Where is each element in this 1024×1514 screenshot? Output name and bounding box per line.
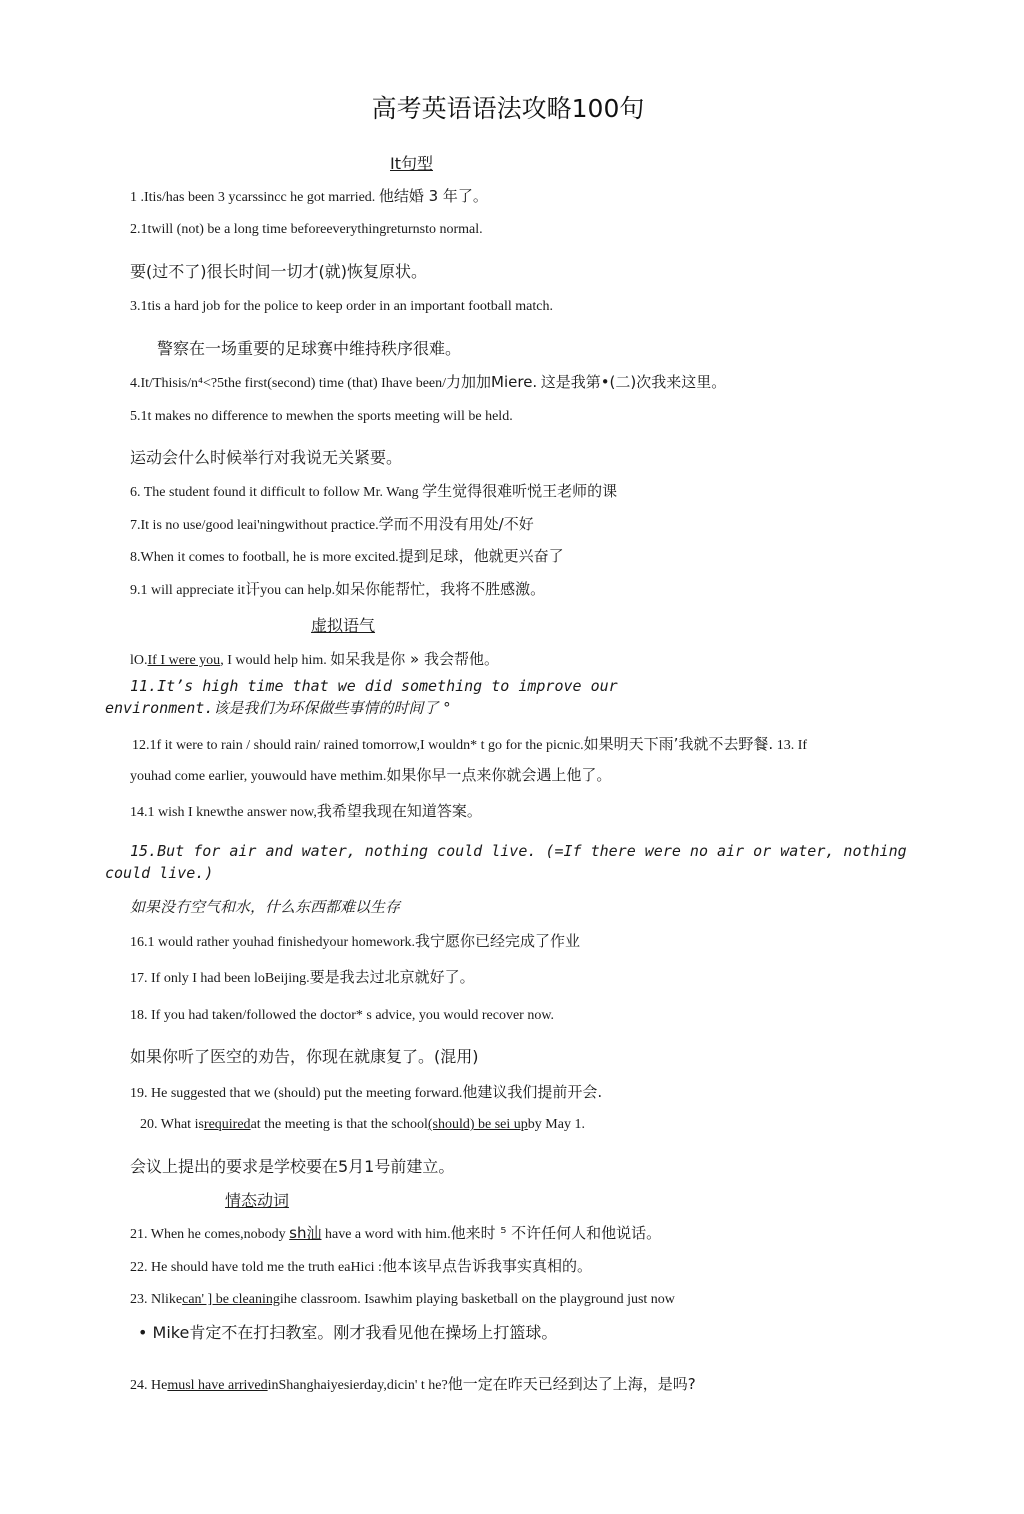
- sentence-8: [130, 547, 564, 567]
- sentence-4-mixed: 力加加Miere.: [446, 373, 538, 391]
- sentence-19: [130, 1083, 602, 1103]
- sentence-6-zh: 学生觉得很难听悦王老师的课: [422, 482, 618, 500]
- sentence-16-en: 16.1 would rather youhad finishedyour homework.: [130, 935, 415, 950]
- sentence-3: 3.1tis a hard job for the police to keep order in an important football match.: [130, 299, 553, 314]
- sentence-12-en: 12.1f it were to rain / should rain/ rained tomorrow,I wouldn* t go for the picnic.: [132, 738, 584, 753]
- sentence-20-e: by May 1.: [527, 1117, 585, 1132]
- sentence-7-en: 7.It is no use/good leai'ningwithout practice.: [130, 518, 379, 533]
- sentence-7-zh: 学而不用没有用处/不好: [378, 515, 534, 533]
- sentence-9-en-b: you can help.: [260, 583, 336, 598]
- sentence-20-underlined-2: (should) be sei up: [427, 1117, 528, 1132]
- sentence-16-zh: 我宁愿你已经完成了作业: [415, 932, 581, 950]
- sentence-23: [130, 1291, 675, 1309]
- sentence-4: [130, 373, 726, 393]
- sentence-19-en: 19. He suggested that we (should) put the meeting forward.: [130, 1086, 463, 1101]
- sentence-22: [130, 1257, 592, 1277]
- sentence-16: [130, 932, 580, 952]
- sentence-24-zh: 他一定在昨天已经到达了上海，是吗?: [447, 1375, 696, 1393]
- sentence-17-zh: 要是我去过北京就好了。: [309, 968, 475, 986]
- sentence-12-zh: 如果明天下雨’我就不去野餐.: [583, 735, 774, 753]
- sentence-11-zh: 该是我们为环保做些事情的时间了 °: [213, 699, 451, 717]
- sentence-2-zh: 要(过不了)很长时间一切才(就)恢复原状。: [130, 262, 427, 281]
- sentence-1-en: 1 .Itis/has been 3 ycarssincc he got married.: [130, 190, 376, 205]
- sentence-9-zh: 如呆你能帮忙，我将不胜感激。: [335, 580, 546, 598]
- sentence-21-a: 21. When he comes,nobody: [130, 1227, 286, 1242]
- page-title: 高考英语语法攻略100句: [371, 94, 645, 123]
- sentence-23-a: 23. Nlike: [130, 1292, 183, 1307]
- sentence-23-zh: • Mike肯定不在打扫教室。刚才我看见他在操场上打篮球。: [138, 1323, 558, 1342]
- sentence-11-line-1: 11.It’s high time that we did something to improve our: [130, 677, 618, 695]
- sentence-23-c: ihe classroom. Isawhim playing basketball on the playground just now: [279, 1292, 675, 1307]
- sentence-21-underlined: sh汕: [289, 1224, 322, 1242]
- sentence-21-c: have a word with him.: [324, 1227, 451, 1242]
- sentence-20: [140, 1116, 585, 1134]
- sentence-10-en: , I would help him.: [220, 653, 327, 668]
- sentence-10-num: lO.: [130, 653, 148, 668]
- sentence-10-zh: 如呆我是你 » 我会帮他。: [330, 650, 499, 668]
- sentence-3-zh: 警察在一场重要的足球赛中维持秩序很难。: [157, 339, 462, 358]
- sentence-22-zh: 他本该早点告诉我事实真相的。: [381, 1257, 592, 1275]
- sentence-7: [130, 515, 534, 535]
- sentence-13: [130, 766, 611, 786]
- section-heading-modal: 情态动词: [225, 1191, 290, 1210]
- sentence-1: [130, 187, 488, 207]
- sentence-13-start: 13. If: [776, 738, 808, 753]
- sentence-8-zh: 提到足球，他就更兴奋了: [398, 547, 564, 565]
- sentence-24-a: 24. He: [130, 1378, 168, 1393]
- sentence-20-underlined-1: required: [203, 1117, 251, 1132]
- sentence-15-line-1: 15.But for air and water, nothing could live. (=If there were no air or water, nothing: [130, 842, 907, 860]
- sentence-21: [130, 1224, 661, 1244]
- sentence-9-glyph: 讦: [245, 580, 261, 598]
- sentence-10-underlined: If I were you: [147, 653, 221, 668]
- sentence-6-en: 6. The student found it difficult to follow Mr. Wang: [130, 485, 419, 500]
- sentence-4-en: 4.It/Thisis/n⁴<?5the first(second) time (that) Ihave been/: [130, 376, 447, 391]
- sentence-11-line-2: [105, 697, 451, 721]
- sentence-20-zh: 会议上提出的要求是学校要在5月1号前建立。: [130, 1157, 455, 1176]
- section-heading-it: It句型: [390, 154, 433, 173]
- sentence-24: [130, 1375, 696, 1395]
- sentence-17-en: 17. If only I had been loBeijing.: [130, 971, 310, 986]
- sentence-14-en: 14.1 wish I knewthe answer now,: [130, 805, 317, 820]
- sentence-8-en: 8.When it comes to football, he is more excited.: [130, 550, 399, 565]
- sentence-10: [130, 650, 499, 670]
- sentence-9: [130, 580, 545, 600]
- sentence-18: 18. If you had taken/followed the doctor* s advice, you would recover now.: [130, 1008, 555, 1023]
- sentence-23-underlined: can' ] be cleaning: [182, 1292, 280, 1307]
- sentence-18-zh: 如果你听了医空的劝告，你现在就康复了。(混用): [130, 1047, 479, 1066]
- sentence-15-zh: 如果没冇空气和水，什么东西都难以生存: [130, 898, 401, 916]
- sentence-13-en: youhad come earlier, youwould have methim.: [130, 769, 387, 784]
- sentence-20-a: 20. What is: [140, 1117, 204, 1132]
- sentence-14-zh: 我希望我现在知道答案。: [316, 802, 482, 820]
- sentence-21-zh: 他来时 ⁵ 不许任何人和他说话。: [450, 1224, 662, 1242]
- sentence-6: [130, 482, 617, 502]
- sentence-24-c: inShanghaiyesierday,dicin' t he?: [267, 1378, 448, 1393]
- sentence-14: [130, 802, 482, 822]
- sentence-2: 2.1twill (not) be a long time beforeeverythingreturnsto normal.: [130, 222, 483, 237]
- sentence-5-zh: 运动会什么时候举行对我说无关紧要。: [130, 448, 403, 467]
- sentence-19-zh: 他建议我们提前开会.: [462, 1083, 603, 1101]
- sentence-20-c: at the meeting is that the school: [250, 1117, 428, 1132]
- sentence-15-line-2: could live.): [105, 864, 214, 882]
- sentence-12: [132, 735, 807, 755]
- sentence-22-en: 22. He should have told me the truth eaHici :: [130, 1260, 382, 1275]
- sentence-24-underlined: musl have arrived: [167, 1378, 268, 1393]
- sentence-5: 5.1t makes no difference to mewhen the sports meeting will be held.: [130, 409, 513, 424]
- sentence-9-en-a: 9.1 will appreciate it: [130, 583, 246, 598]
- sentence-17: [130, 968, 475, 988]
- sentence-11-en: environment.: [105, 699, 214, 717]
- section-heading-subjunctive: 虚拟语气: [311, 616, 376, 635]
- sentence-4-zh: 这是我第•(二)次我来这里。: [540, 373, 727, 391]
- sentence-1-zh: 他结婚 3 年了。: [378, 187, 488, 205]
- sentence-13-zh: 如果你早一点来你就会遇上他了。: [386, 766, 612, 784]
